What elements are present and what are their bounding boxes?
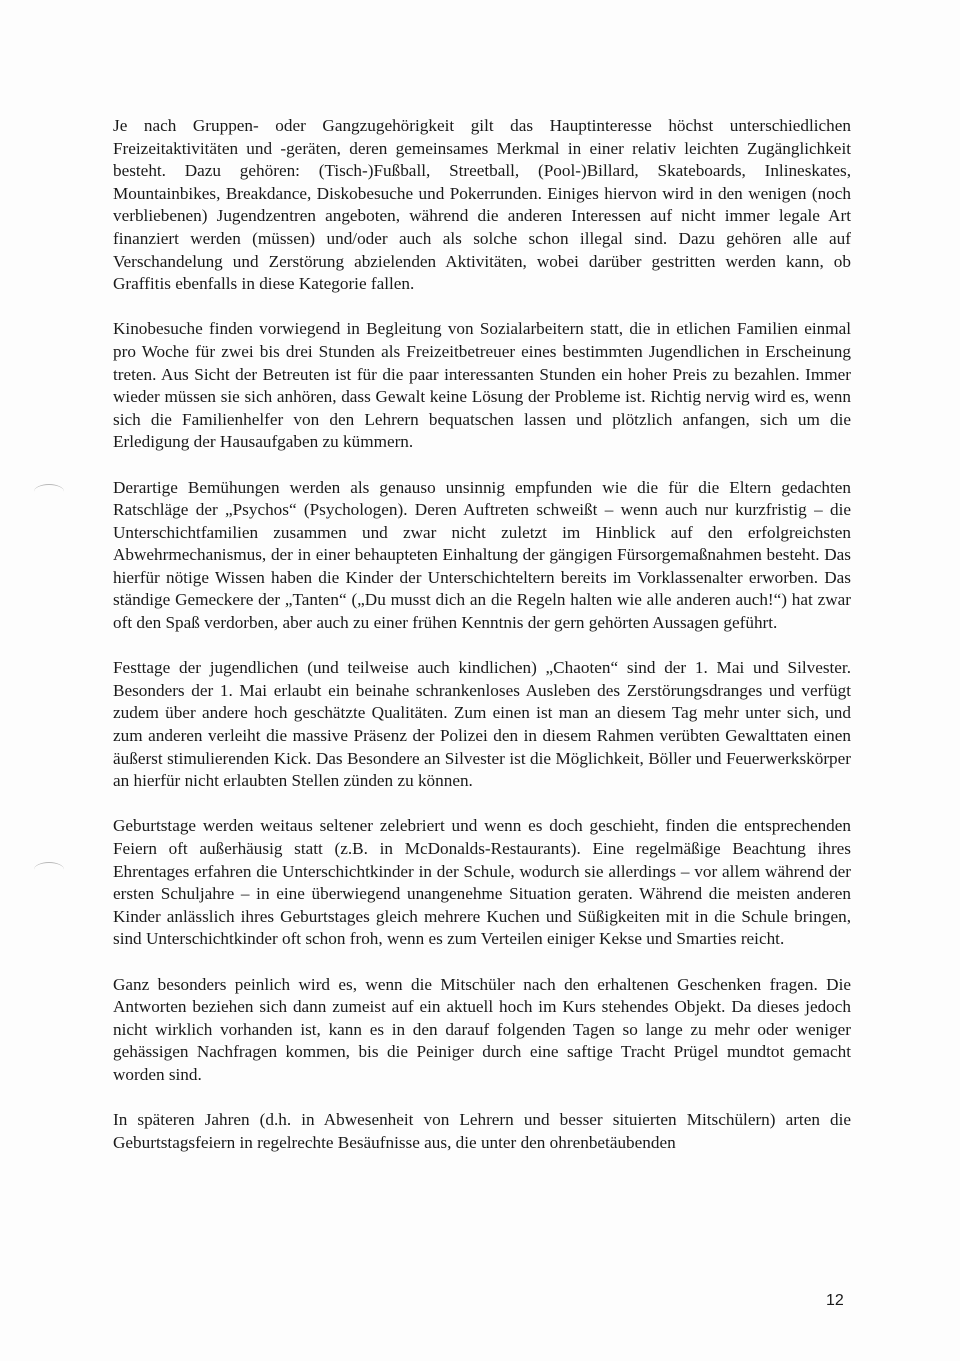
paragraph: Derartige Bemühungen werden als genauso unsinnig empfunden wie die für die Eltern gedachten Ratschläge der „Psychos“ (Psychologen). Deren Auftreten schweißt – wenn auch nur kurzfristig – die Unterschichtfamilien zusammen und zwar nicht zuletzt im Hinblick auf den erfolgreichsten Abwehrmechanismus, der in einer behaupteten Einhaltung der gängigen Fürsorgemaßnahmen besteht. Das hierfür nötige Wissen haben die Kinder der Unterschichteltern bereits im Vorklassenalter erworben. Das ständige Gemeckere der „Tanten“ („Du musst dich an die Regeln halten wie alle anderen auch!“) hat zwar oft den Spaß verdorben, aber auch zu einer frühen Kenntnis der gern gehörten Aussagen geführt. — [113, 477, 851, 633]
punch-hole-mark — [34, 484, 64, 499]
page-number: 12 — [826, 1292, 844, 1309]
paragraph: Ganz besonders peinlich wird es, wenn die Mitschüler nach den erhaltenen Geschenken fragen. Die Antworten beziehen sich dann zumeist auf ein aktuell hoch im Kurs stehendes Objekt. Da dieses jedoch nicht wirklich vorhanden ist, kann es in den darauf folgenden Tagen so lange zu mehr oder weniger gehässigen Nachfragen kommen, bis die Peiniger durch eine saftige Tracht Prügel mundtot gemacht worden sind. — [113, 974, 851, 1084]
body-text — [113, 115, 851, 1154]
punch-hole-mark — [34, 862, 64, 877]
paragraph: Geburtstage werden weitaus seltener zelebriert und wenn es doch geschieht, finden die entsprechenden Feiern oft außerhäusig statt (z.B. in McDonalds-Restaurants). Eine regelmäßige Beachtung ihres Ehrentages erfahren die Unterschichtkinder in der Schule, wodurch sie allerdings – vor allem während der ersten Schuljahre – in eine überwiegend unangenehme Situation geraten. Während die meisten anderen Kinder anlässlich ihres Geburtstages gleich mehrere Kuchen und Süßigkeiten mit in die Schule bringen, sind Unterschichtkinder oft schon froh, wenn es zum Verteilen einiger Kekse und Smarties reicht. — [113, 816, 851, 949]
paragraph: Festtage der jugendlichen (und teilweise auch kindlichen) „Chaoten“ sind der 1. Mai und Silvester. Besonders der 1. Mai erlaubt ein beinahe schrankenloses Ausleben des Zerstörungsdranges und verfügt zudem über andere hoch geschätzte Qualitäten. Zum einen ist man an diesem Tag mehr unter sich, und zum anderen verleiht die massive Präsenz der Polizei den in diesem Rahmen verübten Gewalttaten einen äußerst stimulierenden Kick. Das Besondere an Silvester ist die Möglichkeit, Böller und Feuerwerkskörper an hierfür nicht erlaubten Stellen zünden zu können. — [113, 658, 851, 791]
paragraph: Je nach Gruppen- oder Gangzugehörigkeit gilt das Hauptinteresse höchst unterschiedlichen Freizeitaktivitäten und -geräten, deren gemeinsames Merkmal in einer relativ leichten Zugänglichkeit besteht. Dazu gehören: (Tisch-)Fußball, Streetball, (Pool-)Billard, Skateboards, Inlineskates, Mountainbikes, Breakdance, Diskobesuche und Pokerrunden. Einiges hiervon wird in den wenigen (noch verbliebenen) Jugendzentren angeboten, während die anderen Interessen auf nicht immer legale Art finanziert werden (müssen) und/oder auch als solche schon illegal sind. Dazu gehören alle auf Verschandelung und Zerstörung abzielenden Aktivitäten, wobei darüber gestritten werden kann, ob Graffitis ebenfalls in diese Kategorie fallen. — [113, 116, 851, 294]
paragraph: Kinobesuche finden vorwiegend in Begleitung von Sozialarbeitern statt, die in etlichen Familien einmal pro Woche für zwei bis drei Stunden als Freizeitbetreuer eines bestimmten Jugendlichen in Erscheinung treten. Aus Sicht der Betreuten ist für die paar interessanten Stunden ein hoher Preis zu bezahlen. Immer wieder müssen sie sich anhören, dass Gewalt keine Lösung der Probleme ist. Richtig nervig wird es, wenn sich die Familienhelfer von den Lehrern bequatschen lassen und plötzlich anfangen, sich um die Erledigung der Hausaufgaben zu kümmern. — [113, 319, 851, 452]
paragraph: In späteren Jahren (d.h. in Abwesenheit von Lehrern und besser situierten Mitschülern) arten die Geburtstagsfeiern in regelrechte Besäufnisse aus, die unter den ohrenbetäubenden — [113, 1110, 851, 1152]
